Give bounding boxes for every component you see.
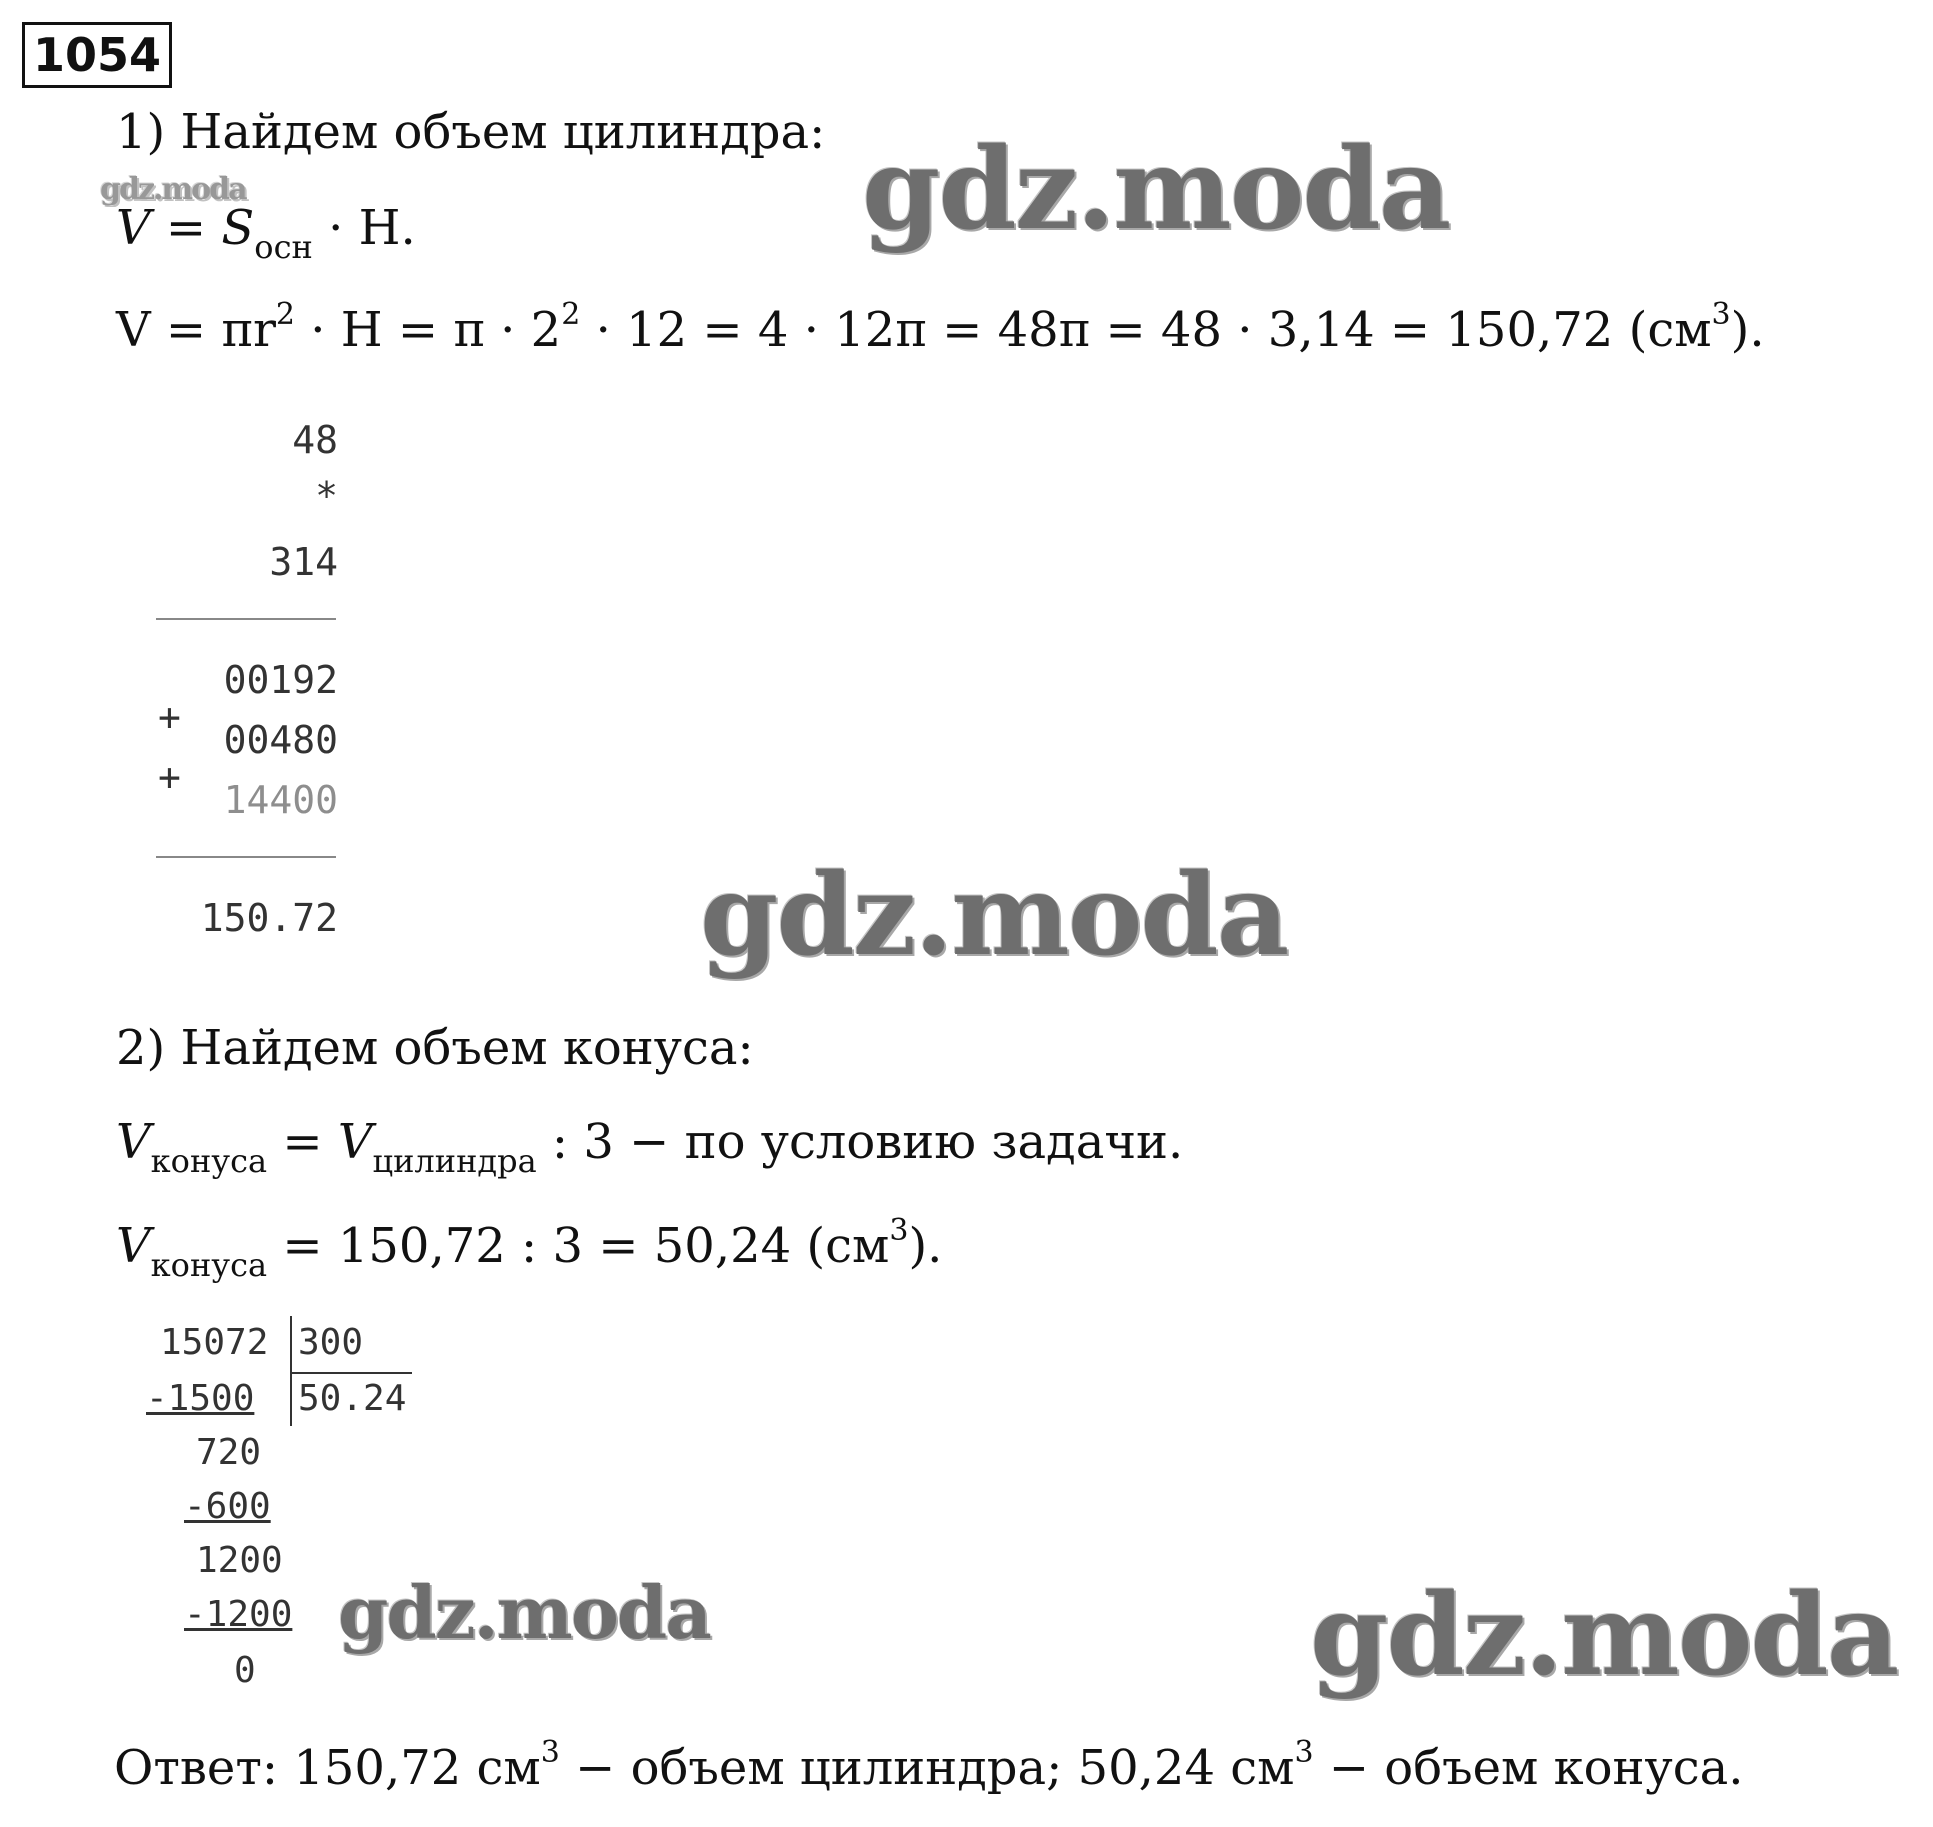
mult-plus-1: + bbox=[158, 695, 181, 739]
cone-calc-sup: 3 bbox=[889, 1213, 909, 1248]
cone-calc-end: ). bbox=[908, 1218, 943, 1274]
division-step-2: 720 bbox=[196, 1432, 262, 1473]
var-v-cyl: V bbox=[337, 1114, 373, 1170]
division-step-4: 1200 bbox=[196, 1540, 283, 1581]
calc-sup3: 3 bbox=[1711, 297, 1731, 332]
division-quotient: 50.24 bbox=[298, 1378, 407, 1419]
division-step-6: 0 bbox=[234, 1650, 256, 1691]
watermark-small: gdz.moda bbox=[100, 172, 246, 207]
division-step-5: -1200 bbox=[184, 1594, 293, 1635]
division-divisor: 300 bbox=[298, 1322, 364, 1363]
answer-mid: − объем цилиндра; 50,24 см bbox=[559, 1740, 1295, 1796]
mult-result: 150.72 bbox=[200, 896, 338, 940]
part2-heading: 2) Найдем объем конуса: bbox=[116, 1020, 754, 1076]
calc-sup1: 2 bbox=[275, 297, 295, 332]
division-vertical-bar bbox=[290, 1316, 292, 1426]
calc-end: ). bbox=[1730, 302, 1765, 358]
sub-cone-2: конуса bbox=[150, 1246, 268, 1284]
relation-rest: : 3 − по условию задачи. bbox=[536, 1114, 1184, 1170]
mult-operator: * bbox=[315, 474, 338, 518]
mult-plus-2: + bbox=[158, 755, 181, 799]
mult-top: 48 bbox=[292, 418, 338, 462]
calc-middle: · H = π · 2 bbox=[294, 302, 562, 358]
answer-line bbox=[114, 1735, 1744, 1796]
var-v-cone-2: V bbox=[116, 1218, 151, 1274]
cylinder-formula bbox=[116, 200, 416, 266]
cylinder-volume-calc bbox=[116, 297, 1765, 358]
cone-calc-rest: = 150,72 : 3 = 50,24 (см bbox=[267, 1218, 890, 1274]
mult-partial-3: 14400 bbox=[223, 778, 338, 822]
var-v: V bbox=[116, 200, 151, 256]
sub-cylinder: цилиндра bbox=[372, 1142, 537, 1180]
cone-relation bbox=[116, 1114, 1184, 1180]
answer-prefix: Ответ: 150,72 см bbox=[114, 1740, 541, 1796]
part1-heading: 1) Найдем объем цилиндра: bbox=[116, 104, 826, 160]
watermark-top: gdz.moda bbox=[862, 124, 1450, 255]
division-step-3: -600 bbox=[184, 1486, 271, 1527]
mult-partial-1: 00192 bbox=[223, 658, 338, 702]
division-dividend: 15072 bbox=[160, 1322, 269, 1363]
equals: = bbox=[150, 200, 222, 256]
calc-left: V = πr bbox=[116, 302, 276, 358]
division-step-1: -1500 bbox=[146, 1378, 255, 1419]
var-v-cone: V bbox=[116, 1114, 151, 1170]
watermark-bottom-right: gdz.moda bbox=[1310, 1570, 1898, 1701]
watermark-bottom-left: gdz.moda bbox=[338, 1570, 710, 1655]
sub-osn: осн bbox=[254, 228, 313, 266]
var-s: S bbox=[221, 200, 255, 256]
calc-sup2: 2 bbox=[561, 297, 581, 332]
problem-number: 1054 bbox=[22, 22, 172, 88]
mult-rule-2 bbox=[156, 856, 336, 858]
calc-right: · 12 = 4 · 12π = 48π = 48 · 3,14 = 150,72 (см bbox=[580, 302, 1712, 358]
answer-end: − объем конуса. bbox=[1313, 1740, 1744, 1796]
answer-sup1: 3 bbox=[540, 1735, 560, 1770]
mult-rule-1 bbox=[156, 618, 336, 620]
mult-bottom: 314 bbox=[269, 540, 338, 584]
watermark-middle: gdz.moda bbox=[700, 850, 1288, 981]
cone-volume-calc bbox=[116, 1213, 943, 1284]
mult-partial-2: 00480 bbox=[223, 718, 338, 762]
equals: = bbox=[267, 1114, 338, 1170]
dot-h: · H. bbox=[312, 200, 416, 256]
answer-sup2: 3 bbox=[1294, 1735, 1314, 1770]
sub-cone: конуса bbox=[150, 1142, 268, 1180]
division-divisor-rule bbox=[292, 1372, 412, 1374]
